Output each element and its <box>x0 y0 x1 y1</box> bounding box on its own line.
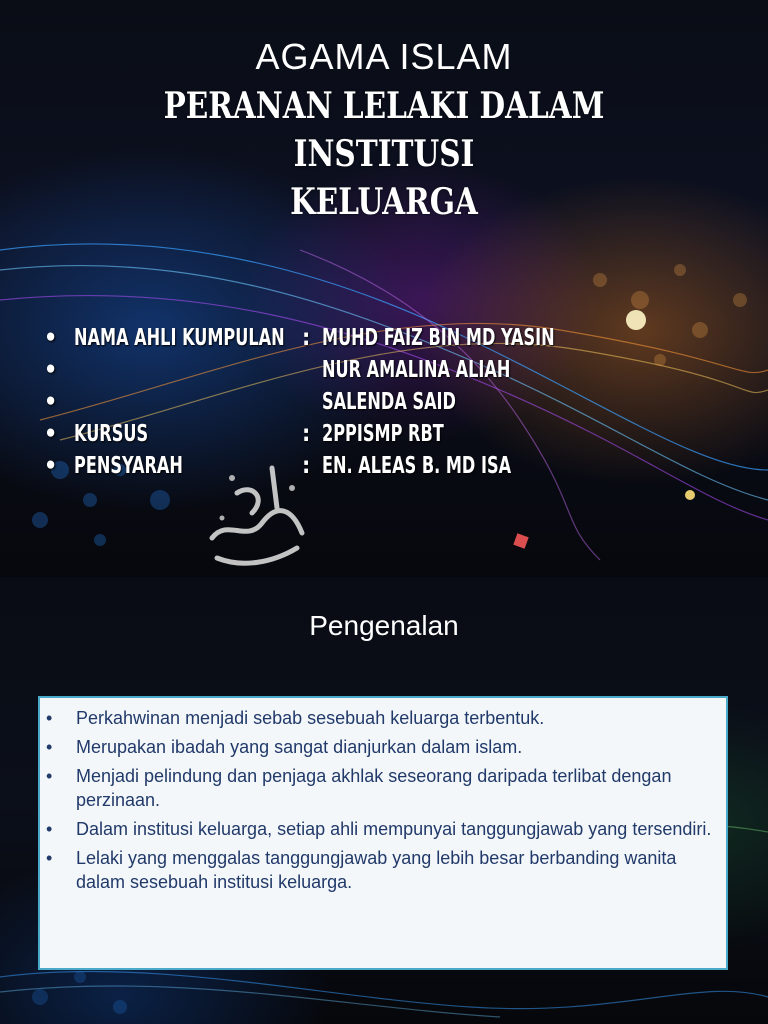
info-label: KURSUS <box>74 421 149 447</box>
info-value: MUHD FAIZ BIN MD YASIN <box>322 325 555 351</box>
list-item-text: Lelaki yang menggalas tanggungjawab yang lebih besar berbanding wanita dalam sesebuah institusi keluarga. <box>76 848 677 892</box>
list-item-text: Dalam institusi keluarga, setiap ahli mempunyai tanggungjawab yang tersendiri. <box>76 819 712 839</box>
group-info-list <box>44 322 744 482</box>
bullet: • <box>46 766 53 786</box>
bullet: • <box>44 389 58 415</box>
info-value: NUR AMALINA ALIAH <box>322 357 511 383</box>
arabic-calligraphy-icon <box>192 448 322 575</box>
group-info-row <box>44 450 744 482</box>
list-item-text: Perkahwinan menjadi sebab sesebuah keluarga terbentuk. <box>76 708 545 728</box>
bullet: • <box>46 848 53 868</box>
info-colon: : <box>302 325 311 351</box>
presentation-title <box>118 82 649 226</box>
content-box <box>38 696 728 970</box>
info-value: EN. ALEAS B. MD ISA <box>322 453 512 479</box>
group-info-row <box>44 322 744 354</box>
list-item-text: Merupakan ibadah yang sangat dianjurkan dalam islam. <box>76 737 523 757</box>
group-info-row <box>44 354 744 386</box>
list-item <box>46 706 716 730</box>
bullet-list <box>46 706 716 894</box>
bullet: • <box>44 357 58 383</box>
introduction-slide <box>0 577 768 1024</box>
bullet: • <box>44 453 58 479</box>
bullet: • <box>46 819 53 839</box>
list-item-text: Menjadi pelindung dan penjaga akhlak seseorang daripada terlibat dengan perzinaan. <box>76 766 672 810</box>
info-label: PENSYARAH <box>74 453 183 479</box>
bullet: • <box>44 421 58 447</box>
group-info-row <box>44 386 744 418</box>
list-item <box>46 817 716 841</box>
title-line-1: PERANAN LELAKI DALAM INSTITUSI <box>163 85 605 175</box>
info-colon: : <box>302 421 311 447</box>
group-info-row <box>44 418 744 450</box>
list-item <box>46 846 716 894</box>
bullet: • <box>46 737 53 757</box>
title-line-2: KELUARGA <box>290 181 478 223</box>
info-value: SALENDA SAID <box>322 389 456 415</box>
info-label: NAMA AHLI KUMPULAN <box>74 325 285 351</box>
info-value: 2PPISMP RBT <box>322 421 444 447</box>
list-item <box>46 735 716 759</box>
section-title: Pengenalan <box>309 610 459 641</box>
info-colon: : <box>302 453 311 479</box>
bullet: • <box>44 325 58 351</box>
subject-title: AGAMA ISLAM <box>255 36 513 77</box>
list-item <box>46 764 716 812</box>
bullet: • <box>46 708 53 728</box>
